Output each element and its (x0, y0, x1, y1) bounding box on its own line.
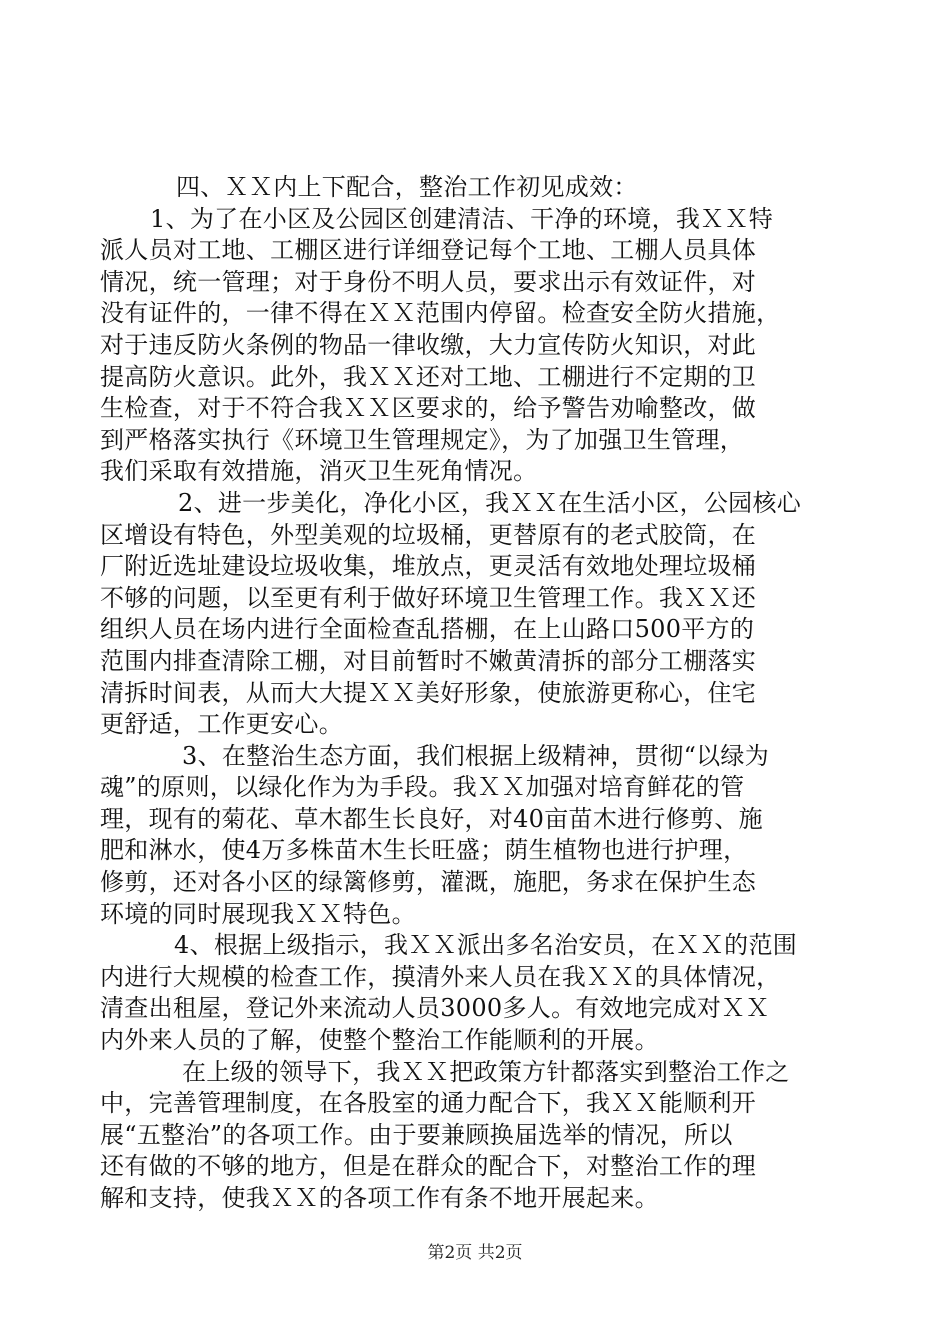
text-line: 内外来人员的了解，使整个整治工作能顺利的开展。 (100, 1026, 659, 1055)
document-body (100, 172, 845, 1215)
text-line: 提高防火意识。此外，我ＸＸ还对工地、工棚进行不定期的卫 (100, 362, 757, 391)
text-line: 到严格落实执行《环境卫生管理规定》，为了加强卫生管理， (100, 425, 745, 454)
text-line: 不够的问题，以至更有利于做好环境卫生管理工作。我ＸＸ还 (100, 583, 757, 612)
text-line: 区增设有特色，外型美观的垃圾桶，更替原有的老式胶筒，在 (100, 520, 757, 549)
text-line: 组织人员在场内进行全面检查乱搭棚，在上山路口500平方的 (100, 615, 755, 644)
text-line: 没有证件的，一律不得在ＸＸ范围内停留。检查安全防火措施， (100, 299, 781, 328)
text-line: 中，完善管理制度，在各股室的通力配合下，我ＸＸ能顺利开 (100, 1089, 757, 1118)
text-line: 肥和淋水，使4万多株苗木生长旺盛；荫生植物也进行护理， (100, 836, 748, 865)
text-line: 修剪，还对各小区的绿篱修剪，灌溉，施肥，务求在保护生态 (100, 868, 757, 897)
text-line: 内进行大规模的检查工作，摸清外来人员在我ＸＸ的具体情况， (100, 962, 781, 991)
text-line: 环境的同时展现我ＸＸ特色。 (100, 899, 416, 928)
text-line: 生检查，对于不符合我ＸＸ区要求的，给予警告劝喻整改，做 (100, 394, 757, 423)
text-line: 对于违反防火条例的物品一律收缴，大力宣传防火知识，对此 (100, 330, 757, 359)
text-line: 清查出租屋，登记外来流动人员3000多人。有效地完成对ＸＸ (100, 994, 770, 1023)
text-line: 还有做的不够的地方，但是在群众的配合下，对整治工作的理 (100, 1152, 757, 1181)
text-line: 展“五整治”的各项工作。由于要兼顾换届选举的情况，所以 (100, 1120, 733, 1149)
text-line: 3、在整治生态方面，我们根据上级精神，贯彻“以绿为 (182, 741, 770, 770)
text-line: 4、根据上级指示，我ＸＸ派出多名治安员，在ＸＸ的范围 (174, 931, 798, 960)
text-line: 我们采取有效措施，消灭卫生死角情况。 (100, 457, 538, 486)
text-line: 2、进一步美化，净化小区，我ＸＸ在生活小区，公园核心 (178, 488, 802, 517)
page-footer: 第2页 共2页 (427, 1243, 523, 1263)
text-line: 魂”的原则，以绿化作为为手段。我ＸＸ加强对培育鲜花的管 (100, 773, 745, 802)
text-line: 派人员对工地、工棚区进行详细登记每个工地、工棚人员具体 (100, 236, 757, 265)
text-line: 情况，统一管理；对于身份不明人员，要求出示有效证件，对 (100, 267, 757, 296)
text-line: 四、ＸＸ内上下配合，整治工作初见成效： (176, 173, 638, 201)
text-line: 清拆时间表，从而大大提ＸＸ美好形象，使旅游更称心，住宅 (100, 678, 757, 707)
text-line: 更舒适，工作更安心。 (100, 710, 343, 739)
text-line: 在上级的领导下，我ＸＸ把政策方针都落实到整治工作之 (182, 1057, 790, 1086)
text-line: 理，现有的菊花、草木都生长良好，对40亩苗木进行修剪、施 (100, 804, 763, 833)
text-line: 厂附近选址建设垃圾收集，堆放点，更灵活有效地处理垃圾桶 (100, 552, 757, 581)
text-line: 解和支持，使我ＸＸ的各项工作有条不地开展起来。 (100, 1184, 659, 1212)
text-line: 1、为了在小区及公园区创建清洁、干净的环境，我ＸＸ特 (150, 204, 774, 233)
text-line: 范围内排查清除工棚，对目前暂时不嫩黄清拆的部分工棚落实 (100, 646, 757, 675)
